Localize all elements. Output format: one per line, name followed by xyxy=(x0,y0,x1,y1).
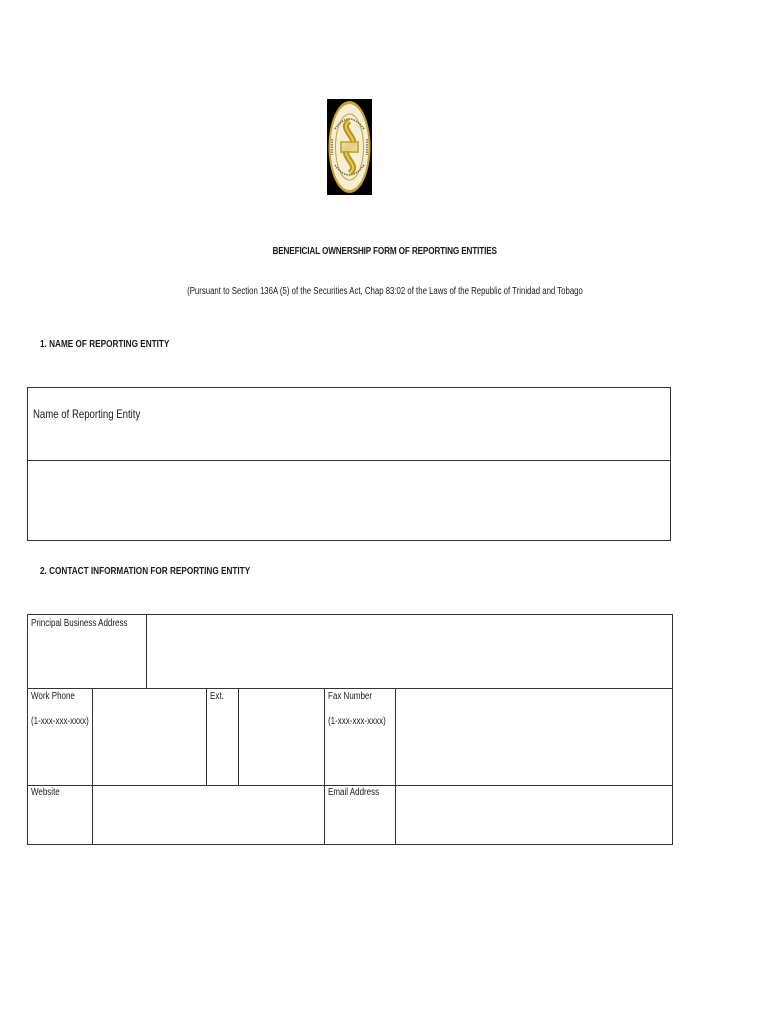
fax-number-label: Fax Number xyxy=(328,691,373,702)
principal-business-address-label: Principal Business Address xyxy=(31,618,128,629)
ext-label: Ext. xyxy=(210,691,224,702)
ext-left-divider xyxy=(206,688,207,785)
fax-number-field[interactable] xyxy=(396,689,672,784)
website-field[interactable] xyxy=(93,786,323,844)
work-phone-label: Work Phone xyxy=(31,691,75,702)
form-subtitle: (Pursuant to Section 136A (5) of the Securities Act, Chap 83:02 of the Laws of the Republic of Trinidad and Tobago xyxy=(187,286,583,297)
principal-business-address-field[interactable] xyxy=(147,615,672,687)
section-1-heading: 1. NAME OF REPORTING ENTITY xyxy=(40,339,170,350)
work-phone-format: (1-xxx-xxx-xxxx) xyxy=(31,716,89,727)
name-of-reporting-entity-label: Name of Reporting Entity xyxy=(33,407,141,421)
section-2-heading: 2. CONTACT INFORMATION FOR REPORTING ENTITY xyxy=(40,566,251,577)
fax-left-divider xyxy=(324,688,325,845)
sec-logo xyxy=(327,99,372,195)
email-address-field[interactable] xyxy=(396,786,672,844)
website-label: Website xyxy=(31,787,60,798)
email-address-label: Email Address xyxy=(328,787,380,798)
ext-field[interactable] xyxy=(239,689,323,784)
work-phone-field[interactable] xyxy=(93,689,205,784)
fax-number-format: (1-xxx-xxx-xxxx) xyxy=(328,716,386,727)
sec-seal-icon xyxy=(327,99,372,195)
form-title: BENEFICIAL OWNERSHIP FORM OF REPORTING ENTITIES xyxy=(272,246,497,257)
name-of-reporting-entity-field[interactable] xyxy=(28,461,670,540)
